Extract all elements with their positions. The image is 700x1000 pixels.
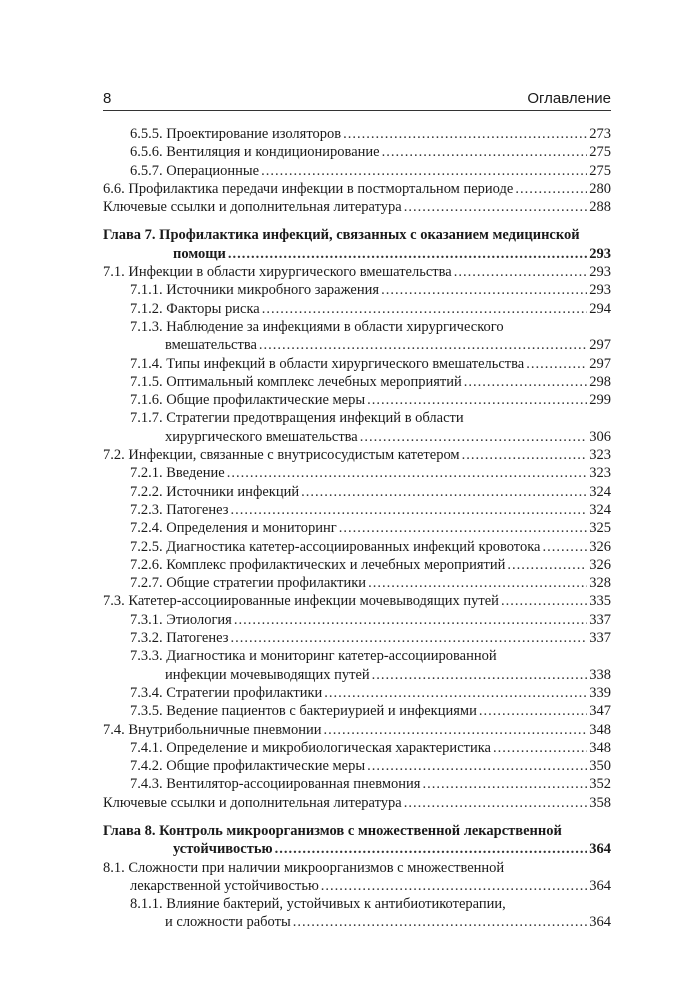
dot-leader [526, 356, 587, 373]
toc-entry-title: 7.1.6. Общие профилактические меры [130, 392, 366, 409]
toc-entry-title: Ключевые ссылки и дополнительная литература [103, 794, 402, 811]
toc-entry[interactable] [103, 539, 611, 557]
toc-page-number: 297 [589, 355, 611, 372]
dot-leader [372, 667, 588, 684]
toc-entry[interactable] [103, 337, 611, 355]
toc-entry[interactable] [103, 776, 611, 794]
page-number: 8 [103, 90, 112, 107]
toc-page-number: 335 [589, 593, 611, 610]
toc-entry[interactable] [103, 319, 611, 337]
toc-entry-title: 6.5.5. Проектирование изоляторов [130, 126, 342, 142]
toc-chapter-entry[interactable] [103, 246, 611, 264]
toc-entry[interactable] [103, 264, 611, 282]
toc-entry-title: Глава 7. Профилактика инфекций, связанных с оказанием медицинской [103, 227, 580, 244]
toc-entry-title: 7.2.7. Общие стратегии профилактики [130, 575, 367, 592]
toc-entry-title: 7.2.5. Диагностика катетер-ассоциированных инфекций кровотока [130, 538, 541, 555]
toc-entry[interactable] [103, 795, 611, 813]
toc-page-number: 338 [589, 666, 611, 683]
toc-entry-title: 6.6. Профилактика передачи инфекции в постмортальном периоде [103, 180, 514, 197]
toc-entry-title: 7.2.6. Комплекс профилактических и лечебных мероприятий [130, 556, 506, 573]
toc-entry-title: 7.3.1. Этиология [130, 611, 232, 628]
toc-page-number: 293 [589, 282, 611, 299]
dot-leader [381, 282, 587, 299]
toc-entry-title: 7.4. Внутрибольничные пневмонии [103, 721, 322, 738]
dot-leader [404, 199, 588, 216]
dot-leader [261, 163, 587, 180]
dot-leader [507, 557, 587, 574]
toc-entry[interactable] [103, 199, 611, 217]
dot-leader [360, 429, 588, 446]
toc-entry-title: 7.3.3. Диагностика и мониторинг катетер-ассоциированной [130, 648, 497, 665]
toc-entry[interactable] [103, 667, 611, 685]
toc-entry[interactable] [103, 703, 611, 721]
toc-page-number: 348 [589, 739, 611, 756]
toc-page-number: 293 [589, 245, 611, 262]
toc-entry-title: 7.4.1. Определение и микробиологическая характеристика [130, 739, 491, 756]
toc-page-number: 323 [589, 465, 611, 482]
dot-leader [367, 758, 587, 775]
toc-entry[interactable] [103, 126, 611, 144]
toc-entry[interactable] [103, 878, 611, 896]
toc-gap [103, 813, 611, 823]
dot-leader [301, 484, 587, 501]
toc-entry[interactable] [103, 429, 611, 447]
toc-entry-title: 7.1. Инфекции в области хирургического вмешательства [103, 264, 452, 281]
toc-entry[interactable] [103, 301, 611, 319]
dot-leader [462, 447, 588, 464]
toc-entry-title: 7.4.2. Общие профилактические меры [130, 758, 366, 775]
toc-page-number: 352 [589, 776, 611, 793]
toc-page-number: 323 [589, 447, 611, 464]
toc-entry-title: 7.3.4. Стратегии профилактики [130, 684, 323, 701]
toc-entry[interactable] [103, 181, 611, 199]
toc-page-number: 347 [589, 703, 611, 720]
toc-entry-title: 7.1.5. Оптимальный комплекс лечебных мероприятий [130, 373, 462, 390]
table-of-contents [103, 126, 611, 933]
toc-entry-title: 7.2. Инфекции, связанные с внутрисосудистым катетером [103, 447, 460, 464]
toc-page-number: 337 [589, 630, 611, 647]
toc-page-number: 325 [589, 520, 611, 537]
toc-entry[interactable] [103, 758, 611, 776]
toc-entry-title: 8.1.1. Влияние бактерий, устойчивых к антибиотикотерапии, [130, 896, 506, 913]
toc-entry-title: 7.2.4. Определения и мониторинг [130, 520, 337, 537]
toc-entry[interactable] [103, 593, 611, 611]
dot-leader [324, 685, 587, 702]
toc-entry[interactable] [103, 860, 611, 878]
toc-entry-title: 8.1. Сложности при наличии микроорганизмов с множественной [103, 859, 505, 876]
toc-chapter-entry[interactable] [103, 823, 611, 841]
dot-leader [293, 914, 588, 931]
toc-page-number: 364 [589, 914, 611, 931]
dot-leader [422, 776, 587, 793]
toc-page-number: 339 [589, 684, 611, 701]
toc-page-number: 288 [589, 199, 611, 216]
toc-entry-title: помощи [173, 245, 226, 262]
toc-entry-title: 7.1.4. Типы инфекций в области хирургического вмешательства [130, 355, 525, 372]
toc-entry-title: 6.5.6. Вентиляция и кондиционирование [130, 144, 380, 161]
dot-leader [324, 722, 588, 739]
toc-entry-title: инфекции мочевыводящих путей [165, 666, 370, 683]
toc-page-number: 324 [589, 483, 611, 500]
toc-entry[interactable] [103, 740, 611, 758]
dot-leader [227, 465, 588, 482]
toc-page-number: 348 [589, 721, 611, 738]
toc-page-number: 294 [589, 300, 611, 317]
toc-entry[interactable] [103, 630, 611, 648]
dot-leader [234, 612, 587, 629]
toc-entry[interactable] [103, 557, 611, 575]
toc-page-number: 297 [589, 337, 611, 354]
toc-entry-title: Ключевые ссылки и дополнительная литература [103, 199, 402, 216]
toc-entry-title: 7.1.2. Факторы риска [130, 300, 260, 317]
dot-leader [454, 264, 588, 281]
dot-leader [259, 337, 587, 354]
toc-chapter-entry[interactable] [103, 227, 611, 245]
dot-leader [275, 841, 588, 858]
dot-leader [262, 301, 588, 318]
dot-leader [464, 374, 587, 391]
toc-entry-title: 7.4.3. Вентилятор-ассоциированная пневмония [130, 776, 421, 793]
toc-entry-title: 7.2.1. Введение [130, 465, 225, 482]
dot-leader [382, 144, 588, 161]
toc-entry[interactable] [103, 914, 611, 932]
toc-page-number: 364 [589, 877, 611, 894]
toc-page-number: 328 [589, 575, 611, 592]
toc-page-number: 306 [589, 428, 611, 445]
toc-entry[interactable] [103, 612, 611, 630]
toc-page-number: 280 [589, 180, 611, 197]
toc-entry[interactable] [103, 465, 611, 483]
toc-entry-title: вмешательства [165, 337, 257, 354]
toc-entry-title: 7.3.2. Патогенез [130, 630, 229, 647]
dot-leader [515, 181, 587, 198]
toc-entry[interactable] [103, 575, 611, 593]
toc-page-number: 324 [589, 501, 611, 518]
toc-entry[interactable] [103, 356, 611, 374]
toc-entry-title: хирургического вмешательства [165, 428, 358, 445]
toc-entry[interactable] [103, 484, 611, 502]
toc-page-number: 298 [589, 373, 611, 390]
toc-page-number: 293 [589, 264, 611, 281]
page-header [103, 88, 611, 111]
toc-page-number: 337 [589, 611, 611, 628]
dot-leader [230, 630, 587, 647]
toc-entry-title: 7.3.5. Ведение пациентов с бактериурией и инфекциями [130, 703, 477, 720]
toc-entry[interactable] [103, 502, 611, 520]
dot-leader [343, 126, 587, 143]
toc-entry[interactable] [103, 648, 611, 666]
toc-entry-title: и сложности работы [165, 914, 291, 931]
section-title: Оглавление [527, 90, 611, 107]
dot-leader [493, 740, 587, 757]
dot-leader [368, 575, 587, 592]
toc-entry[interactable] [103, 144, 611, 162]
toc-entry-title: 7.2.2. Источники инфекций [130, 483, 300, 500]
toc-entry[interactable] [103, 282, 611, 300]
toc-entry[interactable] [103, 896, 611, 914]
toc-entry[interactable] [103, 520, 611, 538]
dot-leader [501, 593, 587, 610]
dot-leader [339, 520, 588, 537]
dot-leader [542, 539, 587, 556]
toc-entry-title: 7.1.3. Наблюдение за инфекциями в области хирургического [130, 318, 504, 335]
toc-entry-title: 7.2.3. Патогенез [130, 501, 229, 518]
toc-page-number: 273 [589, 126, 611, 142]
toc-entry-title: 6.5.7. Операционные [130, 162, 260, 179]
dot-leader [228, 246, 587, 263]
toc-entry[interactable] [103, 447, 611, 465]
toc-entry-title: устойчивостью [173, 841, 273, 858]
toc-gap [103, 217, 611, 227]
toc-page-number: 350 [589, 758, 611, 775]
toc-entry[interactable] [103, 374, 611, 392]
toc-page-number: 326 [589, 538, 611, 555]
dot-leader [230, 502, 587, 519]
toc-page-number: 299 [589, 392, 611, 409]
dot-leader [321, 878, 587, 895]
toc-page-number: 326 [589, 556, 611, 573]
toc-page-number: 275 [589, 162, 611, 179]
toc-entry-title: Глава 8. Контроль микроорганизмов с множественной лекарственной [103, 822, 562, 839]
dot-leader [404, 795, 588, 812]
toc-entry-title: лекарственной устойчивостью [130, 877, 319, 894]
toc-entry[interactable] [103, 685, 611, 703]
toc-page-number: 358 [589, 794, 611, 811]
dot-leader [479, 703, 587, 720]
toc-entry[interactable] [103, 410, 611, 428]
toc-entry-title: 7.3. Катетер-ассоциированные инфекции мочевыводящих путей [103, 593, 499, 610]
toc-page-number: 364 [589, 841, 611, 858]
toc-entry-title: 7.1.1. Источники микробного заражения [130, 282, 380, 299]
toc-entry[interactable] [103, 392, 611, 410]
toc-entry[interactable] [103, 163, 611, 181]
dot-leader [367, 392, 587, 409]
toc-entry-title: 7.1.7. Стратегии предотвращения инфекций в области [130, 410, 464, 427]
toc-entry[interactable] [103, 722, 611, 740]
toc-page-number: 275 [589, 144, 611, 161]
toc-chapter-entry[interactable] [103, 841, 611, 859]
